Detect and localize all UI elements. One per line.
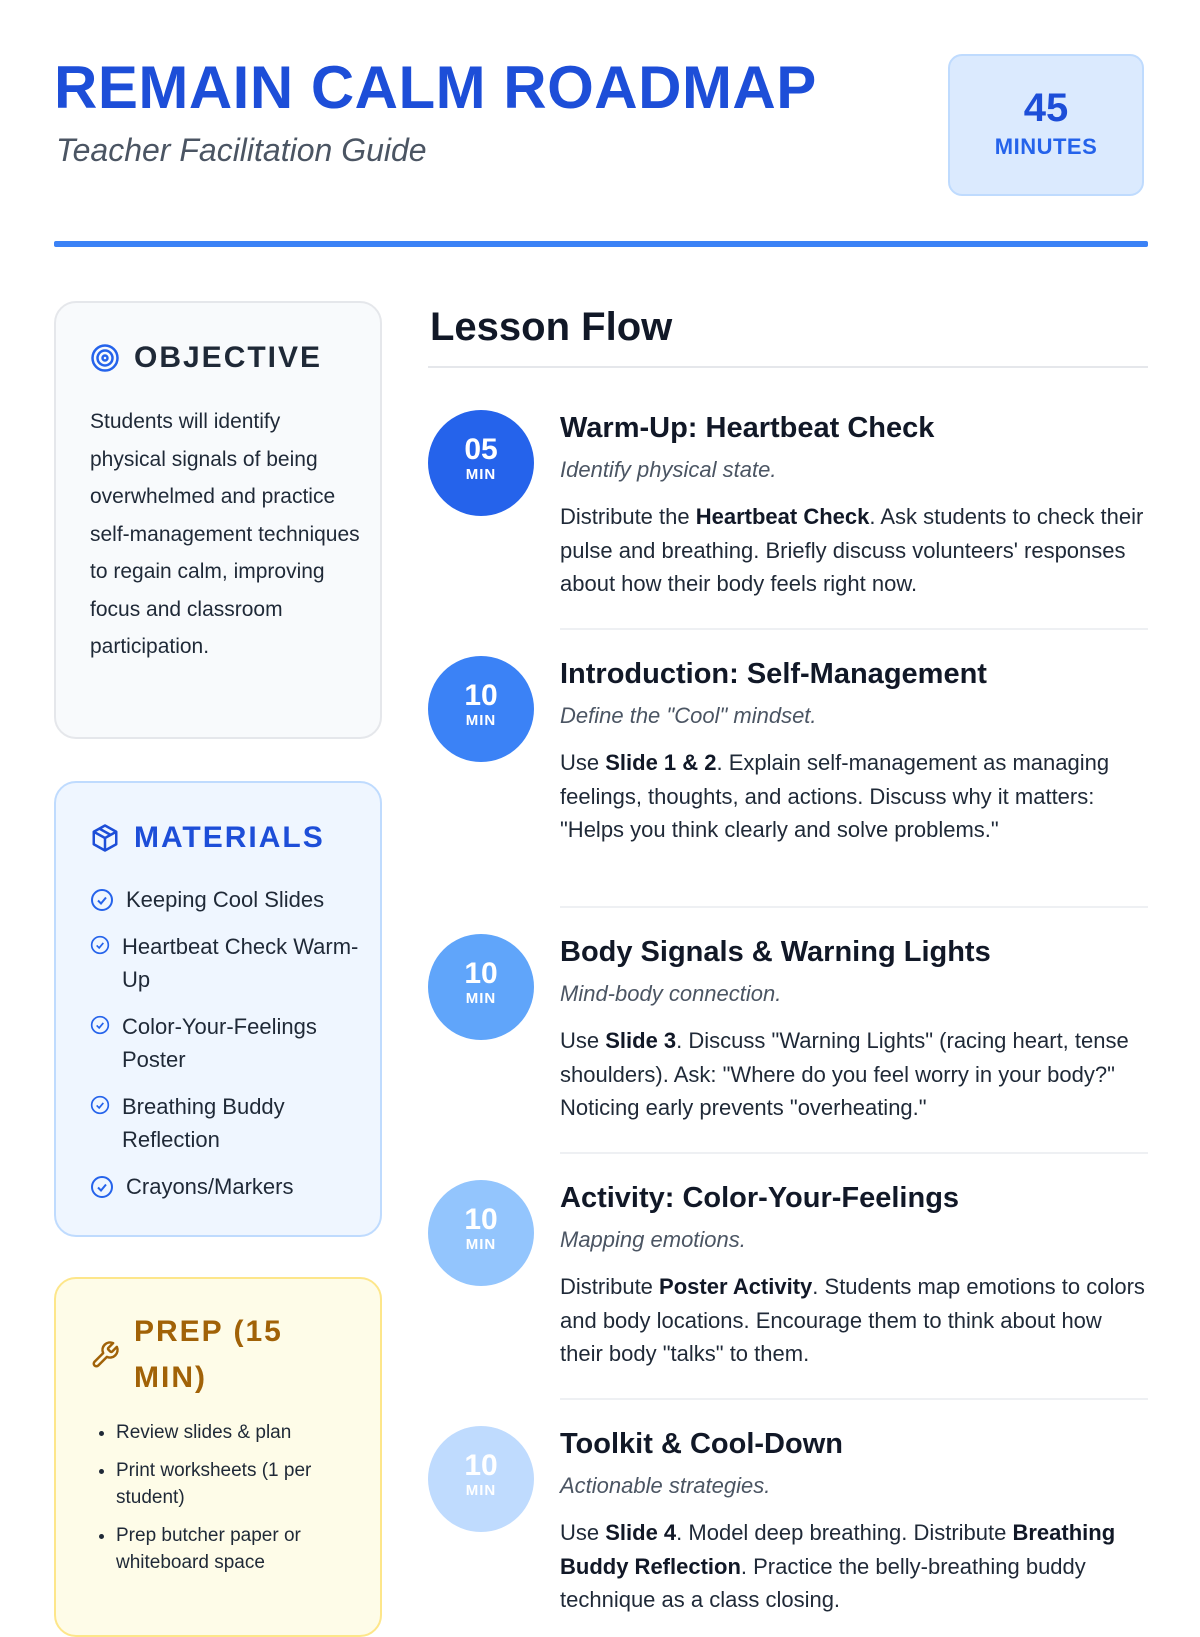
- objective-card: [54, 301, 382, 739]
- list-item: [90, 1010, 360, 1076]
- prep-card: [54, 1277, 382, 1637]
- material-label: Color-Your-Feelings Poster: [122, 1014, 317, 1072]
- materials-list: [90, 883, 360, 1217]
- wrench-icon: [90, 1340, 120, 1370]
- objective-title: OBJECTIVE: [134, 341, 323, 374]
- time-badge: [428, 410, 534, 516]
- header-divider: [54, 241, 1148, 247]
- time-badge: [428, 1426, 534, 1532]
- step-body: [560, 656, 1148, 847]
- step-description: Use Slide 3. Discuss "Warning Lights" (racing heart, tense shoulders). Ask: "Where do you feel worry in your body?" Noticing early prevents "overheating.": [560, 1028, 1129, 1120]
- time-badge-minutes: 10: [464, 957, 498, 990]
- step-subtitle: Identify physical state.: [560, 457, 777, 482]
- time-badge-unit: MIN: [465, 1236, 497, 1253]
- prep-list: [90, 1419, 366, 1587]
- step-description: Distribute Poster Activity. Students map emotions to colors and body locations. Encourage them to think about how their body "talks" to them.: [560, 1274, 1145, 1366]
- step-subtitle: Mind-body connection.: [560, 981, 782, 1006]
- step-divider: [560, 1398, 1148, 1400]
- step-title: Introduction: Self-Management: [560, 658, 987, 690]
- materials-title: MATERIALS: [134, 821, 325, 854]
- time-badge: [428, 1180, 534, 1286]
- list-item: [90, 930, 360, 996]
- step-body: [560, 1180, 1148, 1371]
- check-circle-icon: [90, 1095, 110, 1115]
- check-circle-icon: [90, 888, 114, 912]
- step-description: Use Slide 4. Model deep breathing. Distribute Breathing Buddy Reflection. Practice the belly-breathing buddy technique as a class closing.: [560, 1520, 1116, 1612]
- prep-header: [90, 1309, 304, 1401]
- page-subtitle: Teacher Facilitation Guide: [56, 132, 427, 168]
- step-divider: [560, 906, 1148, 908]
- list-item: • Review slides & plan: [116, 1419, 366, 1446]
- step-subtitle: Define the "Cool" mindset.: [560, 703, 817, 728]
- prep-title: PREP (15 MIN): [134, 1315, 283, 1394]
- step-title: Warm-Up: Heartbeat Check: [560, 412, 935, 444]
- lesson-flow-title: Lesson Flow: [430, 305, 673, 349]
- materials-header: [90, 821, 325, 855]
- time-badge-minutes: 10: [464, 1449, 498, 1482]
- step-title: Body Signals & Warning Lights: [560, 936, 991, 968]
- list-item: • Print worksheets (1 per student): [116, 1457, 366, 1511]
- material-label: Keeping Cool Slides: [126, 887, 325, 912]
- step-body: [560, 1426, 1148, 1617]
- time-badge-unit: MIN: [465, 990, 497, 1007]
- step-description: Distribute the Heartbeat Check. Ask students to check their pulse and breathing. Briefly discuss volunteers' responses about how their body feels right now.: [560, 504, 1144, 596]
- check-circle-icon: [90, 935, 110, 955]
- check-circle-icon: [90, 1015, 110, 1035]
- time-badge-minutes: 10: [464, 1203, 498, 1236]
- time-badge-minutes: 05: [464, 433, 498, 466]
- material-label: Crayons/Markers: [126, 1174, 294, 1199]
- material-label: Heartbeat Check Warm-Up: [122, 934, 359, 992]
- objective-text: Students will identify physical signals of being overwhelmed and practice self-management techniques to regain calm, improving focus and classroom participation.: [90, 410, 360, 658]
- time-badge-unit: MIN: [465, 1482, 497, 1499]
- duration-unit: MINUTES: [994, 134, 1098, 159]
- material-label: Breathing Buddy Reflection: [122, 1094, 285, 1152]
- step-divider: [560, 1152, 1148, 1154]
- materials-card: [54, 781, 382, 1237]
- step-title: Activity: Color-Your-Feelings: [560, 1182, 960, 1214]
- target-icon: [90, 343, 120, 373]
- time-badge-unit: MIN: [465, 712, 497, 729]
- list-item: [90, 883, 360, 916]
- step-title: Toolkit & Cool-Down: [560, 1428, 843, 1460]
- duration-value: 45: [1023, 86, 1069, 130]
- step-body: [560, 934, 1148, 1125]
- step-divider: [560, 628, 1148, 630]
- objective-header: [90, 341, 322, 375]
- step-subtitle: Mapping emotions.: [560, 1227, 746, 1252]
- list-item: [90, 1170, 360, 1203]
- box-icon: [90, 823, 120, 853]
- check-circle-icon: [90, 1175, 114, 1199]
- time-badge: [428, 934, 534, 1040]
- time-badge: [428, 656, 534, 762]
- facilitation-guide-page: [54, 0, 1148, 1612]
- list-item: [90, 1090, 360, 1156]
- time-badge-minutes: 10: [464, 679, 498, 712]
- lesson-flow-divider: [428, 366, 1148, 368]
- step-subtitle: Actionable strategies.: [560, 1473, 771, 1498]
- time-badge-unit: MIN: [465, 466, 497, 483]
- step-description: Use Slide 1 & 2. Explain self-management as managing feelings, thoughts, and actions. Discuss why it matters: "Helps you think clearly and solve problems.": [560, 750, 1110, 842]
- duration-badge: [948, 54, 1144, 196]
- page-title: REMAIN CALM ROADMAP: [54, 54, 817, 121]
- step-body: [560, 410, 1148, 601]
- list-item: • Prep butcher paper or whiteboard space: [116, 1522, 366, 1576]
